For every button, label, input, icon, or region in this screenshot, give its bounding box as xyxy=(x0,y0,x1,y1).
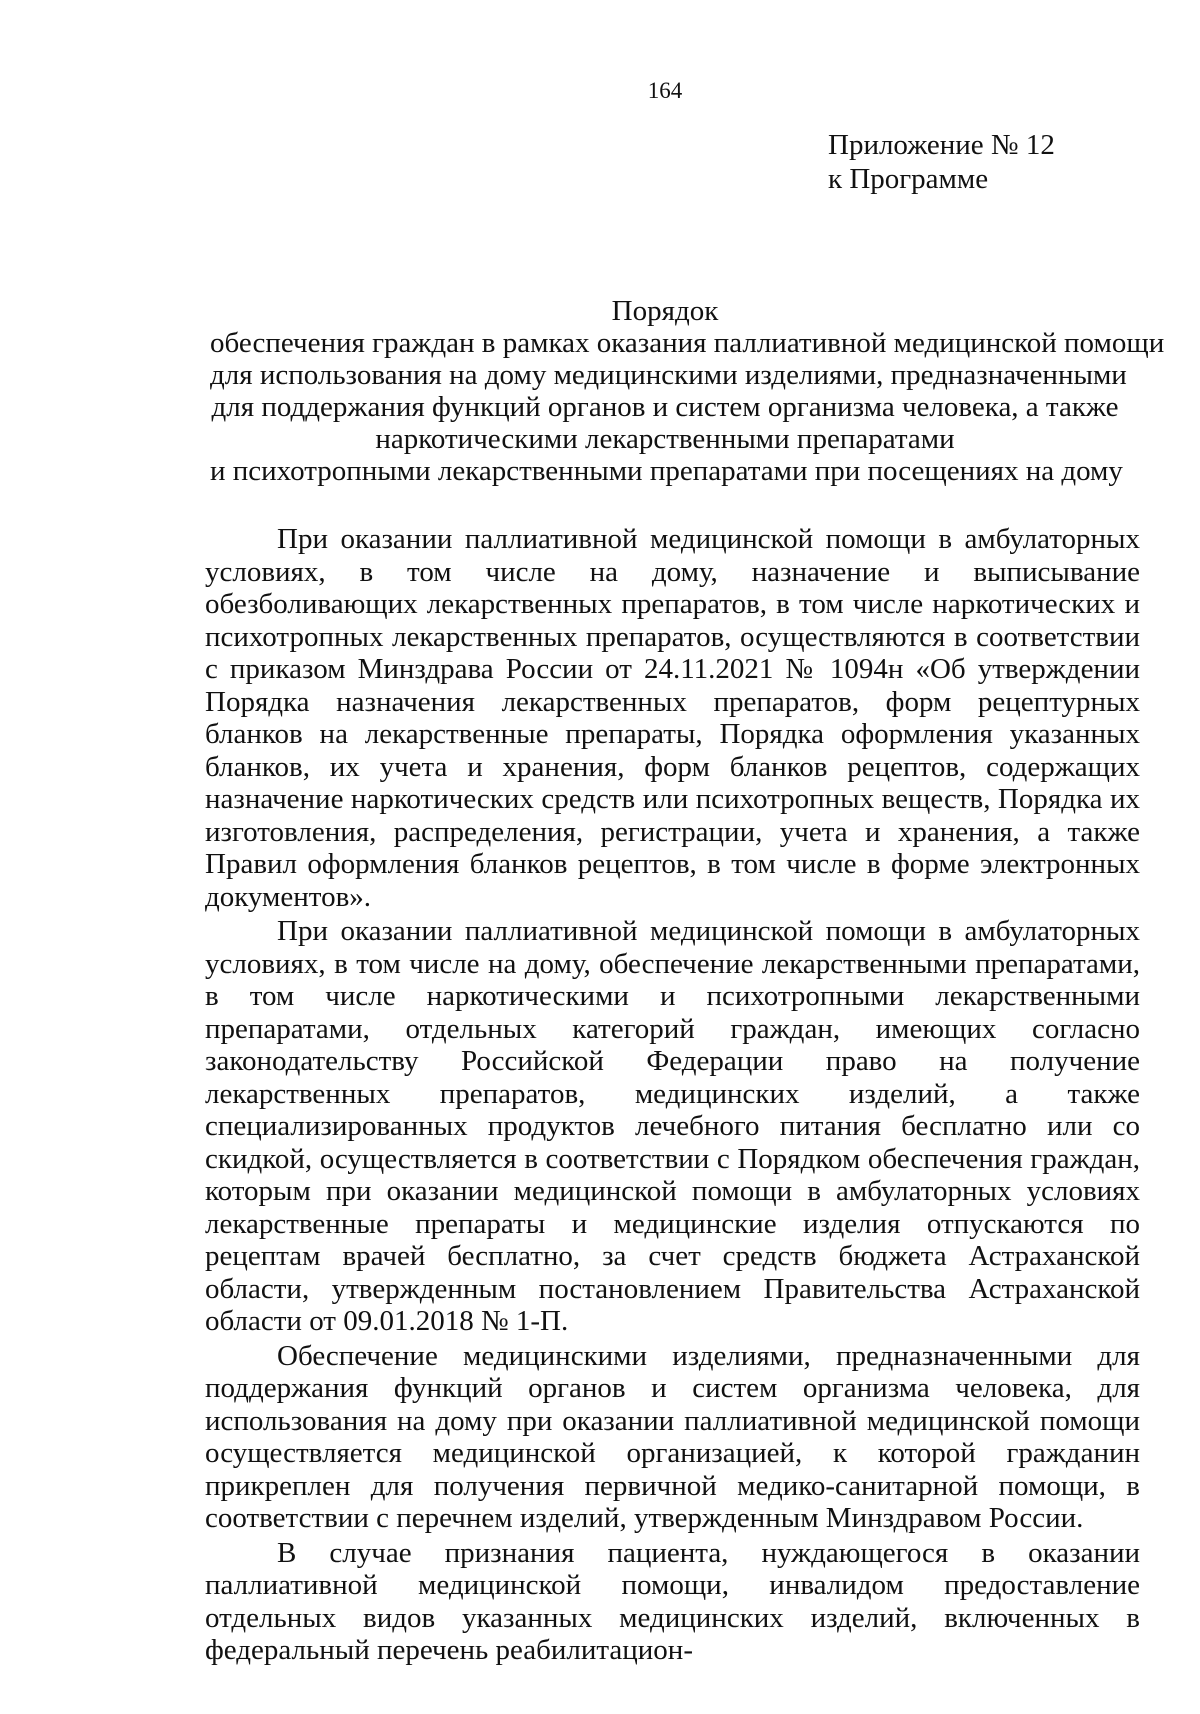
document-body xyxy=(205,523,1140,1669)
document-title xyxy=(210,295,1165,487)
paragraph: При оказании паллиативной медицинской помощи в амбулаторных условиях, в том числе на дому, назначение и выписывание обезболивающих лекарственных препаратов, в том числе наркотических и психотропных лекарственных препаратов, осуществляются в соответствии с приказом Минздрава России от 24.11.2021 № 1094н «Об утверждении Порядка назначения лекарственных препаратов, форм рецептурных бланков на лекарственные препараты, Порядка оформления указанных бланков, их учета и хранения, форм бланков рецептов, содержащих назначение наркотических средств или психотропных веществ, Порядка их изготовления, распределения, регистрации, учета и хранения, а также Правил оформления бланков рецептов, в том числе в форме электронных документов». xyxy=(205,523,1140,913)
paragraph: При оказании паллиативной медицинской помощи в амбулаторных условиях, в том числе на дому, обеспечение лекарственными препаратами, в том числе наркотическими и психотропными лекарственными препаратами, отдельных категорий граждан, имеющих согласно законодательству Российской Федерации право на получение лекарственных препаратов, медицинских изделий, а также специализированных продуктов лечебного питания бесплатно или со скидкой, осуществляется в соответствии с Порядком обеспечения граждан, которым при оказании медицинской помощи в амбулаторных условиях лекарственные препараты и медицинские изделия отпускаются по рецептам врачей бесплатно, за счет средств бюджета Астраханской области, утвержденным постановлением Правительства Астраханской области от 09.01.2018 № 1-П. xyxy=(205,915,1140,1337)
title-line: и психотропными лекарственными препаратами при посещениях на дому xyxy=(210,455,1123,487)
paragraph: Обеспечение медицинскими изделиями, предназначенными для поддержания функций органов и систем организма человека, для использования на дому при оказании паллиативной медицинской помощи осуществляется медицинской организацией, к которой гражданин прикреплен для получения первичной медико-санитарной помощи, в соответствии с перечнем изделий, утвержденным Минздравом России. xyxy=(205,1339,1140,1534)
title-line: наркотическими лекарственными препаратами xyxy=(375,423,955,455)
title-line: для использования на дому медицинскими изделиями, предназначенными xyxy=(210,359,1127,391)
appendix-reference xyxy=(828,128,1055,196)
title-line: для поддержания функций органов и систем организма человека, а также xyxy=(211,391,1119,423)
appendix-line-2: к Программе xyxy=(828,163,989,195)
appendix-line-1: Приложение № 12 xyxy=(828,129,1055,161)
page-number: 164 xyxy=(647,78,683,103)
title-heading: Порядок xyxy=(611,295,719,327)
paragraph: В случае признания пациента, нуждающегося в оказании паллиативной медицинской помощи, инвалидом предоставление отдельных видов указанных медицинских изделий, включенных в федеральный перечень реабилитацион- xyxy=(205,1536,1140,1666)
title-line: обеспечения граждан в рамках оказания паллиативной медицинской помощи xyxy=(210,327,1165,359)
